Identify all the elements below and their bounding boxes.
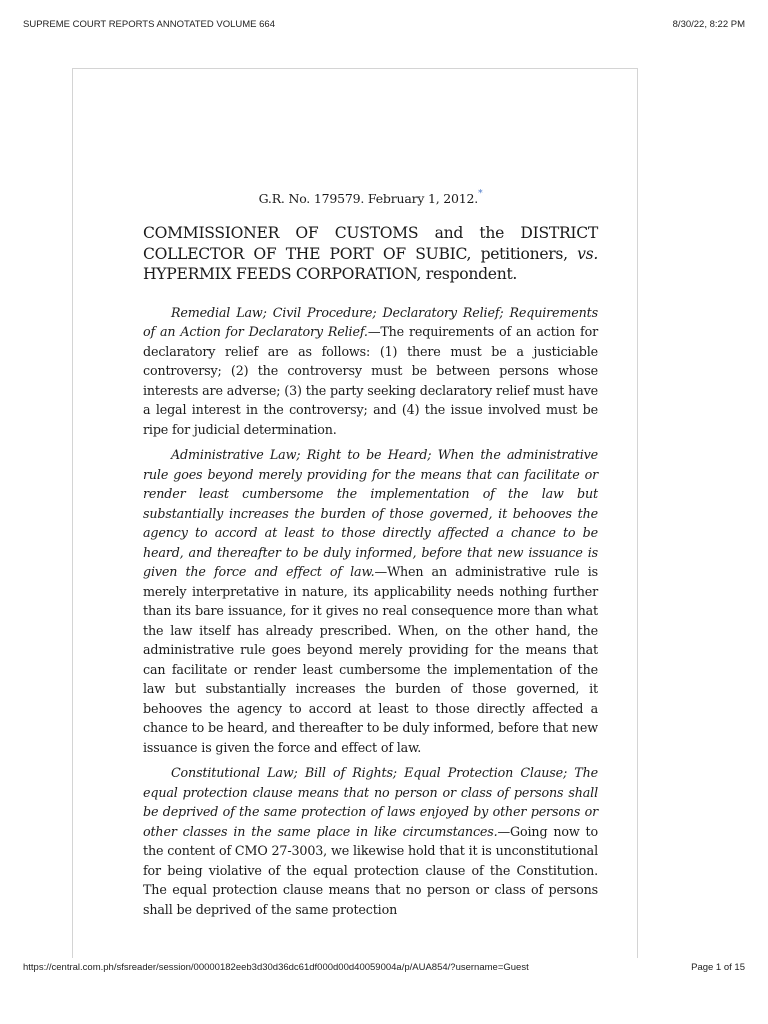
syllabus-body: —Going now to the content of CMO 27-3003, we likewise hold that it is unconstitutional for being violative of the equal protection clause of the Constitution. The equal protection clause means that no person or class of persons shall be deprived of the same protection [143,823,598,917]
case-title [143,223,598,285]
document-header-title: SUPREME COURT REPORTS ANNOTATED VOLUME 664 [23,19,275,30]
syllabus-paragraph [143,445,598,757]
document-content [143,186,598,925]
footnote-link[interactable]: * [478,189,483,199]
gr-number-text: G.R. No. 179579. February 1, 2012. [258,191,479,206]
syllabus-heading: Remedial Law; Civil Procedure; Declaratory Relief; Requirements of an Action for Declaratory Relief. [143,304,598,339]
page-number: Page 1 of 15 [691,962,745,973]
syllabus-body: —The requirements of an action for declaratory relief are as follows: (1) there must be a justiciable controversy; (2) the controversy must be between persons whose interests are adverse; (3) the party seeking declaratory relief must have a legal interest in the controversy; and (4) the issue involved must be ripe for judicial determination. [143,324,598,437]
print-datetime: 8/30/22, 8:22 PM [672,19,745,30]
print-header [0,19,768,30]
page-url: https://central.com.ph/sfsreader/session/00000182eeb3d30d36dc61df000d00d40059004a/p/AUA854/?username=Guest [23,962,529,973]
print-footer [0,962,768,973]
syllabus-paragraph [143,303,598,440]
gr-number [143,186,598,207]
document-page [72,68,638,958]
syllabus-heading: Administrative Law; Right to be Heard; When the administrative rule goes beyond merely providing for the means that can facilitate or render least cumbersome the implementation of the law but substantially increases the burden of those governed, it behooves the agency to accord at least to those directly affected a chance to be heard, and thereafter to be duly informed, before that new issuance is given the force and effect of law. [143,447,598,579]
syllabus-paragraph [143,763,598,919]
case-title-petitioners: COMMISSIONER OF CUSTOMS and the DISTRICT COLLECTOR OF THE PORT OF SUBIC, petitioners, [143,224,598,263]
syllabus-heading: Constitutional Law; Bill of Rights; Equal Protection Clause; The equal protection clause means that no person or class of persons shall be deprived of the same protection of laws enjoyed by other persons or other classes in the same place in like circumstances. [143,765,598,839]
case-title-respondent: HYPERMIX FEEDS CORPORATION, respondent. [143,265,518,283]
syllabus-body: —When an administrative rule is merely interpretative in nature, its applicability needs nothing further than its bare issuance, for it gives no real consequence more than what the law itself has already prescribed. When, on the other hand, the administrative rule goes beyond merely providing for the means that can facilitate or render least cumbersome the implementation of the law but substantially increases the burden of those governed, it behooves the agency to accord at least to those directly affected a chance to be heard, and thereafter to be duly informed, before that new issuance is given the force and effect of law. [143,564,598,755]
case-title-vs: vs. [577,244,598,263]
